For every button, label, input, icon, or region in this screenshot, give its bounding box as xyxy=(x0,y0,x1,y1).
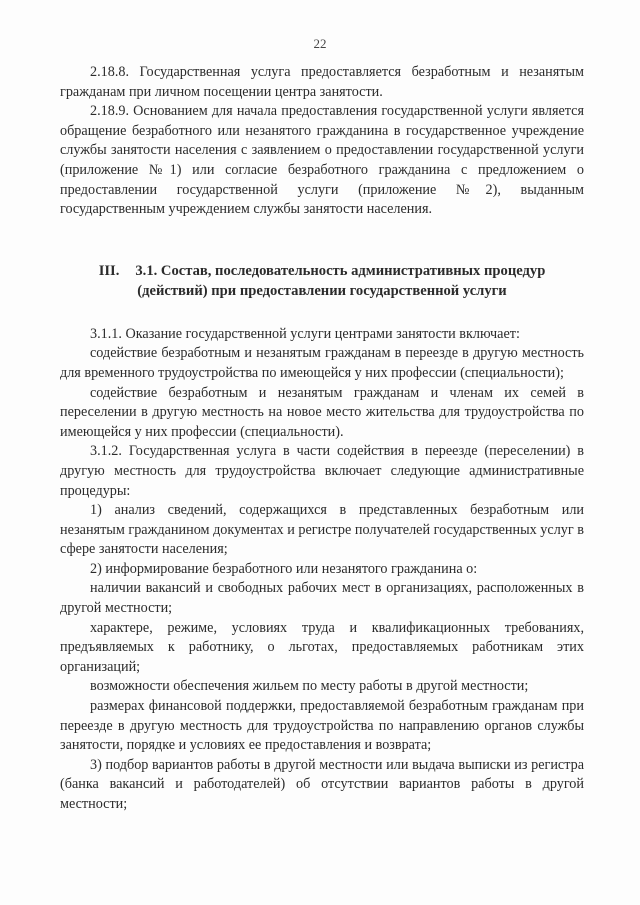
document-body xyxy=(60,63,584,815)
paragraph-2-18-8: 2.18.8. Государственная услуга предоставляется безработным и незанятым гражданам при личном посещении центра занятости. xyxy=(60,64,584,100)
sub-item-housing: возможности обеспечения жильем по месту работы в другой местности; xyxy=(90,678,529,695)
section-number: III. xyxy=(98,262,120,279)
paragraph-resettlement-families: содействие безработным и незанятым гражданам и членам их семей в переселении в другую местность на новое место жительства для трудоустройства по имеющейся у них профессии (специальности). xyxy=(60,384,584,440)
section-title: 3.1. Состав, последовательность административных процедур (действий) при предоставлении государственной услуги xyxy=(135,262,546,299)
sub-item-financial-support: размерах финансовой поддержки, предоставляемой безработным гражданам при переезде в другую местность для трудоустройства по направлению органов службы занятости, порядке и условиях ее предоставления и возврата; xyxy=(60,698,584,754)
page-number: 22 xyxy=(313,36,327,51)
sub-item-vacancies: наличии вакансий и свободных рабочих мест в организациях, расположенных в другой местности; xyxy=(60,580,584,617)
section-heading xyxy=(60,261,584,301)
sub-item-working-conditions: характере, режиме, условиях труда и квалификационных требованиях, предъявляемых к работнику, о льготах, предоставляемых работникам этих организаций; xyxy=(60,619,584,675)
list-item-2: 2) информирование безработного или незанятого гражданина о: xyxy=(90,560,478,577)
list-item-3: 3) подбор вариантов работы в другой местности или выдача выписки из регистра (банка вакансий и работодателей) об отсутствии вариантов работы в другой местности; xyxy=(60,756,584,812)
list-item-1: 1) анализ сведений, содержащихся в представленных безработным или незанятым гражданином документах и регистре получателей государственных услуг в сфере занятости населения; xyxy=(60,502,584,558)
paragraph-relocation-temporary: содействие безработным и незанятым гражданам в переезде в другую местность для временного трудоустройства по имеющейся у них профессии (специальности); xyxy=(60,345,584,381)
paragraph-3-1-2: 3.1.2. Государственная услуга в части содействия в переезде (переселении) в другую местность для трудоустройства включает следующие административные процедуры: xyxy=(60,443,584,499)
paragraph-2-18-9: 2.18.9. Основанием для начала предоставления государственной услуги является обращение безработного или незанятого гражданина в государственное учреждение службы занятости населения с заявлением о предоставлении государственной услуги (приложение №1) или согласие безработного гражданина с предложением о предоставлении государственной услуги (приложение №2), выданным государственным учреждением службы занятости населения. xyxy=(60,103,584,218)
paragraph-3-1-1: 3.1.1. Оказание государственной услуги центрами занятости включает: xyxy=(90,325,520,342)
